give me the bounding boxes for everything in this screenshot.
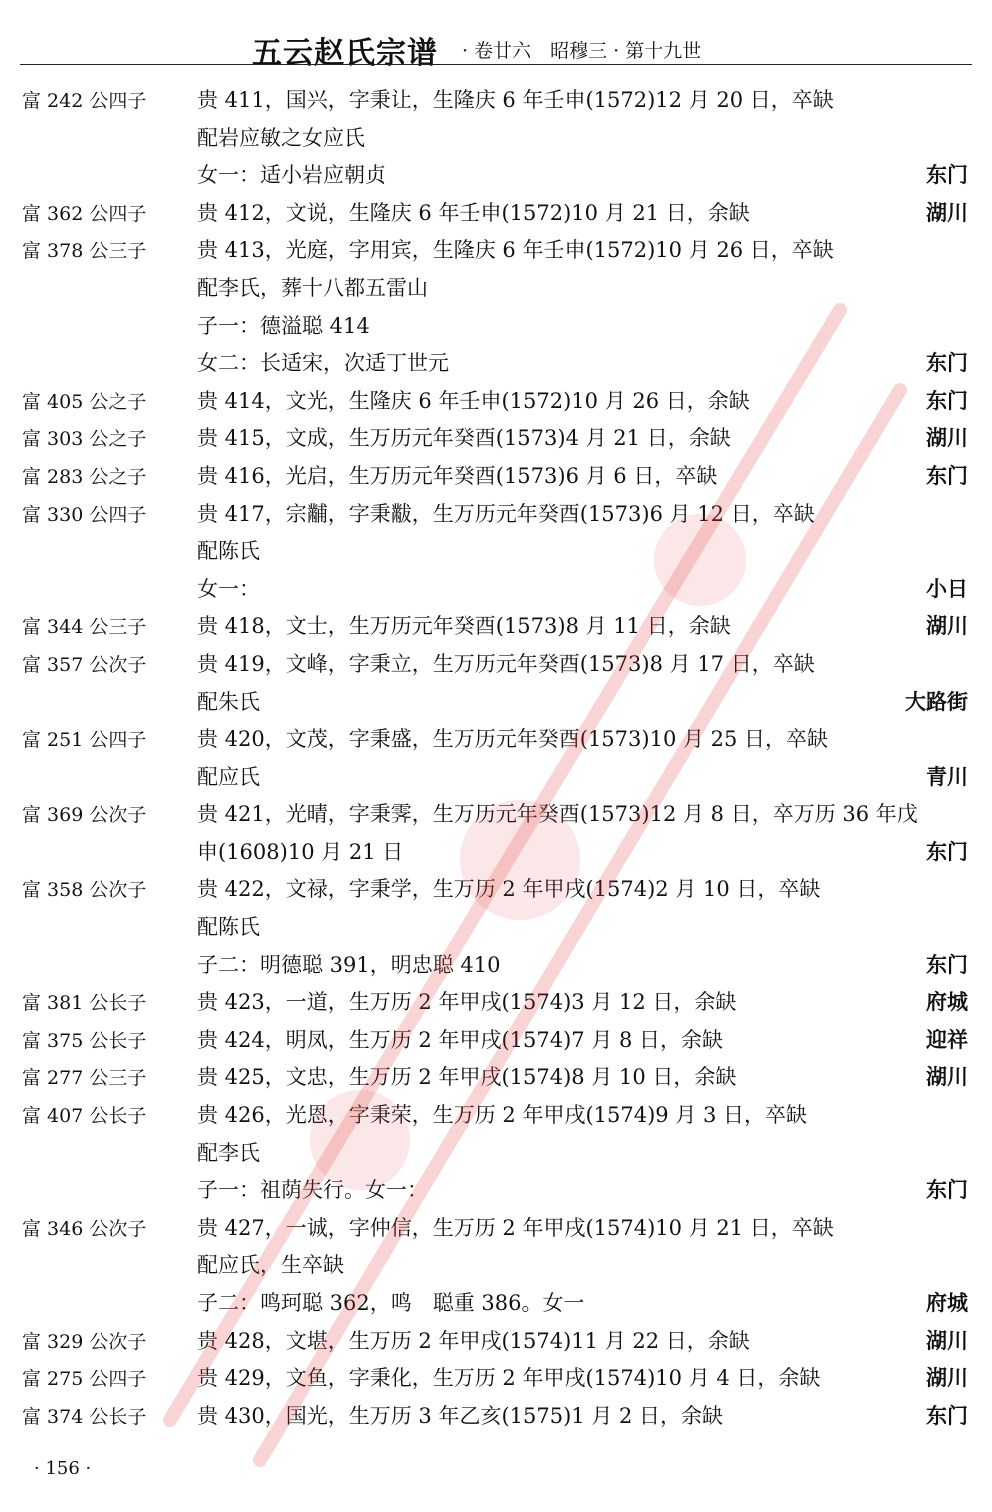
- entry-text: 配应氏: [197, 764, 260, 789]
- page-header: [0, 28, 992, 71]
- parent-reference: 富 275 公四子: [22, 1368, 147, 1391]
- header-divider: [20, 64, 972, 65]
- entry-row: [0, 1210, 992, 1248]
- entry-text: 贵 422，文禄，字秉学，生万历 2 年甲戌(1574)2 月 10 日，卒缺: [197, 877, 821, 902]
- entry-row: [0, 308, 992, 346]
- entry-text: 贵 416，光启，生万历元年癸酉(1573)6 月 6 日，卒缺: [197, 463, 718, 488]
- page-number: · 156 ·: [34, 1458, 92, 1479]
- entry-row: [0, 571, 992, 609]
- residence-label: 湖川: [926, 199, 968, 225]
- parent-reference: 富 242 公四子: [22, 90, 147, 112]
- entry-text: 贵 419，文峰，字秉立，生万历元年癸酉(1573)8 月 17 日，卒缺: [197, 651, 815, 676]
- parent-reference: 富 357 公次子: [22, 653, 147, 676]
- entry-text: 配陈氏: [197, 539, 260, 564]
- residence-label: 东门: [926, 1177, 968, 1203]
- entry-row: [0, 646, 992, 684]
- entry-text: 贵 424，明凤，生万历 2 年甲戌(1574)7 月 8 日，余缺: [197, 1027, 724, 1052]
- parent-reference: 富 407 公长子: [22, 1105, 147, 1128]
- parent-reference: 富 283 公之子: [22, 465, 147, 488]
- entry-text: 贵 430，国光，生万历 3 年乙亥(1575)1 月 2 日，余缺: [197, 1403, 724, 1428]
- parent-reference: 富 329 公次子: [22, 1330, 147, 1353]
- entry-text: 子一：祖荫失行。女一：: [197, 1178, 428, 1203]
- entry-text: 子一：德溢聪 414: [197, 313, 370, 338]
- entry-row: [0, 684, 992, 722]
- entry-row: [0, 721, 992, 759]
- parent-reference: 富 405 公之子: [22, 390, 147, 413]
- section-subtitle: · 卷廿六 昭穆三 · 第十九世: [462, 40, 702, 62]
- entry-text: 贵 415，文成，生万历元年癸酉(1573)4 月 21 日，余缺: [197, 426, 731, 451]
- parent-reference: 富 303 公之子: [22, 428, 147, 451]
- entry-row: [0, 383, 992, 421]
- parent-reference: 富 362 公四子: [22, 202, 147, 225]
- residence-label: 湖川: [926, 1365, 968, 1391]
- residence-label: 湖川: [926, 425, 968, 451]
- entry-text: 配陈氏: [197, 915, 260, 940]
- entry-row: [0, 458, 992, 496]
- residence-label: 湖川: [926, 1064, 968, 1090]
- entry-text: 子二：鸣珂聪 362，鸣 聪重 386。女一: [197, 1291, 585, 1315]
- entry-text: 配李氏，葬十八都五雷山: [197, 275, 428, 300]
- residence-label: 东门: [926, 350, 968, 376]
- parent-reference: 富 346 公次子: [22, 1217, 147, 1240]
- residence-label: 东门: [926, 951, 968, 977]
- residence-label: 湖川: [926, 1327, 968, 1353]
- entry-row: [0, 834, 992, 872]
- entry-text: 子二：明德聪 391，明忠聪 410: [197, 952, 501, 977]
- entry-row: [0, 1398, 992, 1436]
- entry-text: 贵 425，文忠，生万历 2 年甲戌(1574)8 月 10 日，余缺: [197, 1065, 737, 1090]
- residence-label: 东门: [926, 1402, 968, 1428]
- parent-reference: 富 344 公三子: [22, 616, 147, 639]
- entry-row: [0, 909, 992, 947]
- parent-reference: 富 375 公长子: [22, 1029, 147, 1052]
- residence-label: 府城: [926, 1290, 968, 1315]
- entry-text: 贵 421，光晴，字秉霁，生万历元年癸酉(1573)12 月 8 日，卒万历 36 年戊: [197, 802, 918, 827]
- entry-text: 贵 420，文茂，字秉盛，生万历元年癸酉(1573)10 月 25 日，卒缺: [197, 727, 829, 752]
- entry-row: [0, 608, 992, 646]
- entry-text: 配应氏，生卒缺: [197, 1253, 344, 1278]
- parent-reference: 富 374 公长子: [22, 1405, 147, 1428]
- entry-text: 贵 411，国兴，字秉让，生隆庆 6 年壬申(1572)12 月 20 日，卒缺: [197, 88, 834, 112]
- entry-text: 贵 428，文堪，生万历 2 年甲戌(1574)11 月 22 日，余缺: [197, 1328, 750, 1353]
- entry-row: [0, 82, 992, 120]
- entry-row: [0, 796, 992, 834]
- book-title: 五云赵氏宗谱: [252, 36, 438, 71]
- entry-row: [0, 1360, 992, 1398]
- residence-label: 青川: [926, 763, 968, 789]
- entry-text: 申(1608)10 月 21 日: [197, 839, 404, 864]
- entry-row: [0, 1097, 992, 1135]
- parent-reference: 富 369 公次子: [22, 804, 147, 827]
- entry-text: 贵 427，一诚，字仲信，生万历 2 年甲戌(1574)10 月 21 日，卒缺: [197, 1215, 834, 1240]
- entry-row: [0, 496, 992, 534]
- residence-label: 东门: [926, 387, 968, 413]
- entry-row: [0, 759, 992, 797]
- entry-text: 贵 423，一道，生万历 2 年甲戌(1574)3 月 12 日，余缺: [197, 990, 737, 1015]
- entry-row: [0, 232, 992, 270]
- entry-text: 配岩应敏之女应氏: [197, 125, 365, 150]
- parent-reference: 富 277 公三子: [22, 1067, 147, 1090]
- parent-reference: 富 358 公次子: [22, 879, 147, 902]
- entry-row: [0, 1247, 992, 1285]
- entry-text: 贵 426，光恩，字秉荣，生万历 2 年甲戌(1574)9 月 3 日，卒缺: [197, 1103, 808, 1128]
- entry-text: 贵 418，文士，生万历元年癸酉(1573)8 月 11 日，余缺: [197, 614, 731, 639]
- residence-label: 湖川: [926, 613, 968, 639]
- genealogy-entries: [0, 82, 992, 1435]
- entry-row: [0, 1172, 992, 1210]
- entry-row: [0, 1059, 992, 1097]
- entry-text: 女一：: [197, 576, 260, 601]
- residence-label: 府城: [926, 989, 968, 1015]
- entry-text: 贵 417，宗黼，字秉黻，生万历元年癸酉(1573)6 月 12 日，卒缺: [197, 501, 815, 526]
- parent-reference: 富 378 公三子: [22, 240, 147, 263]
- entry-row: [0, 120, 992, 158]
- entry-text: 贵 412，文说，生隆庆 6 年壬申(1572)10 月 21 日，余缺: [197, 200, 750, 225]
- entry-text: 配李氏: [197, 1140, 260, 1165]
- entry-text: 贵 429，文鱼，字秉化，生万历 2 年甲戌(1574)10 月 4 日，余缺: [197, 1366, 821, 1391]
- entry-row: [0, 1285, 992, 1323]
- entry-row: [0, 270, 992, 308]
- entry-row: [0, 1323, 992, 1361]
- residence-label: 东门: [926, 462, 968, 488]
- entry-row: [0, 420, 992, 458]
- entry-row: [0, 1022, 992, 1060]
- entry-row: [0, 195, 992, 233]
- entry-row: [0, 157, 992, 195]
- entry-row: [0, 871, 992, 909]
- entry-row: [0, 947, 992, 985]
- entry-text: 贵 414，文光，生隆庆 6 年壬申(1572)10 月 26 日，余缺: [197, 388, 750, 413]
- parent-reference: 富 251 公四子: [22, 729, 147, 752]
- parent-reference: 富 381 公长子: [22, 992, 147, 1015]
- entry-text: 贵 413，光庭，字用宾，生隆庆 6 年壬申(1572)10 月 26 日，卒缺: [197, 238, 834, 263]
- entry-text: 女二：长适宋，次适丁世元: [197, 351, 449, 376]
- entry-row: [0, 1135, 992, 1173]
- residence-label: 大路街: [905, 688, 968, 714]
- residence-label: 东门: [926, 838, 968, 864]
- entry-text: 女一：适小岩应朝贞: [197, 163, 386, 188]
- entry-row: [0, 345, 992, 383]
- entry-row: [0, 984, 992, 1022]
- residence-label: 迎祥: [926, 1026, 968, 1052]
- parent-reference: 富 330 公四子: [22, 503, 147, 526]
- residence-label: 小日: [926, 575, 968, 601]
- entry-row: [0, 533, 992, 571]
- entry-text: 配朱氏: [197, 689, 260, 714]
- residence-label: 东门: [926, 162, 968, 188]
